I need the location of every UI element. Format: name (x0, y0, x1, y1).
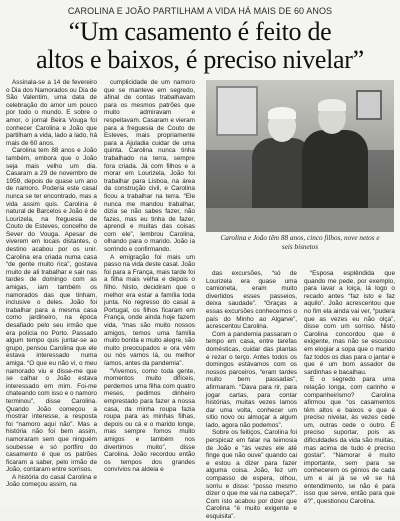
photo-wall-frame (356, 90, 382, 120)
paragraph: Carolina tem 88 anos e João também, embora que o João seja mais velho um dia. Casaram a 29 de novembro de 1959, depois de quase um ano de namoro. Poderia este casal nunca se ter encontrado, mas a vida assim quis. Carolina é natural de Barcelos e João é de Lourizela, na freguesia de Couto de Esteves, concelho de Sever do Vouga. Apesar de viverem em locais distantes, o destino acabou por os unir. Carolina era criada numa casa “de gente muito rica”, gostava muito de ali trabalhar e sair nas tardes de domingo com as amigas, iam também os namorados das que tinham, inclusive o deles. João foi trabalhar para a mesma casa como jardineiro, na época desafiado pelo seu irmão que era polícia no Porto. Passado algum tempo quis juntar-se ao grupo, pensou Carolina que ele estava interessado numa amiga. “O que eu não vi, o meu namorado viu e disse-me que se calhar o João estava interessado em mim. Foi-me chateando com isso e o namoro terminou”, disse Carolina. Quando João começou a mostrar interesse, a resposta foi “namoro aqui não”. Mas a história não foi bem assim, namoraram sem que ninguém soubesse e só portfiro do casamento é que os patrões ficaram a saber, pelo irmão de João, contaram entre sorrisos. (6, 147, 97, 474)
photo-caption (206, 234, 394, 251)
paragraph: E o segredo para uma relação longa, com carinho e companheirismo? Carolina afirmou que “os casamentos têm altos e baixos e que é preciso nivelar, às vezes cede um, outras cede o outro. É preciso suportar, pois as dificuldades da vida são muitas, mas acima de tudo é preciso gostar”. “Namorar é muito importante, sem para se conhecerem os génios de cada um e aí já se vê se há entendimento, se não é para isso que serve, então para que é?”, questionou Carolina. (304, 376, 395, 505)
headline-line-2: altos e baixos, é preciso nivelar” (36, 45, 364, 74)
paragraph: “Esposa esplêndida que quando me pede, por exemplo, para lavar a loiça, lá logo o recado antes “faz isto e faz aquilo”. João acrescentou que no fim ela ainda vai ver, “pudera que as vezes eu não olça”, disse com um sorriso. Nisto Carolina concordou que é exigente, mas não se escusou em elogiar a sopa que o marido faz todos os dias para o jantar e que é um bom assador de sardinhas e bacalhau. (304, 270, 395, 376)
article-kicker: CAROLINA E JOÃO PARTILHAM A VIDA HÁ MAIS DE 60 ANOS (67, 6, 333, 16)
paragraph: Com a pandemia passaram o tempo em casa, entre tarefas domésticas, cuidar das plantas e rezar o terço. Antes todos os domingos estávamos com os nossos parceiros, “eram tardes muito bem passadas”, afirmaram. “Dava para rir, para jogar cartas, para contar histórias, muitas vezes lamos dar uma volta, conhecer um sítio novo ou almoçar a algum lado, agora não podemos”. (206, 330, 297, 429)
paragraph: cumplicidade de um namoro que se manteve em segredo, afinal de contas trabalhavam para os mesmos patrões que muito admiravam e respeitavam. Casaram e vieram para a freguesia de Couto de Esteves, mais propriamente para a Ajuladia cuidar de uma quinta. Carolina nunca tinha trabalhado na terra, sempre fora criada. Já com filhos e a morar em Lourizela, João foi trabalhar para Lisboa, na área da construção civil, e Carolina ficou a trabalhar na terra. “Ele nunca me mandou trabalhar, dizia se não sabes fazer, não fazes, mas eu tinha de fazer, aprendi e muitas das coisas com ele”, lembrou Carolina, olhando para o marido. João ia sorrindo e confirmando. (104, 79, 195, 254)
photo-table (206, 208, 394, 232)
paragraph: A emigração foi mais um passo na vida deste casal. João foi para a França, mais tarde foi a filha mais velha e depois o filho. Nisto, decidiram que o melhor era estar a família toda junta. No regresso do casal a Portugal, os filhos ficaram em França, onde ainda hoje fazem vida, “mas são muito nossos amigos, temos uma família muito bonita e muito alegre, são muito preocupados e ora vêm ou nós vamos lá, ou melhor íamos, antes da pandemia”. (104, 253, 195, 367)
article-column-4 (304, 270, 395, 505)
man-figure (302, 130, 368, 218)
man-hair (318, 99, 346, 111)
paragraph: Assinala-se a 14 de fevereiro o Dia dos Namorados ou Dia de São Valentim, uma data de celebração do amor um pouco por todo o mundo. E sobre o amor, o jornal Beira Vouga foi conhecer Carolina e João que partilham a vida, lado a lado, há mais de 60 anos. (6, 79, 97, 147)
photo-window (216, 86, 258, 136)
article-column-2 (104, 79, 195, 505)
paragraph: das excursões, “só de Lourizela era quase uma camioneta, eram muito divertidos esses passeios, deixa saudade”. “Graças a essas excursões conhecemos o país do Minho ao Algarve”, acrescentou Carolina. (206, 270, 297, 331)
article-column-1 (6, 79, 97, 505)
caption-line-1: Carolina e João têm 88 anos, cinco filhos, nove netos e (220, 234, 380, 242)
article-column-3 (206, 270, 297, 520)
paragraph: Sobre os feitiços, Carolina foi perspicaz em falar na teimosia de João e “às vezes ele até finge que não ouve” quando cai e estou a dizer para fazer alguma coisa. João, fez um compasso de espera, olhou, sorriu e disse: “posso mesmo dizer o que me vai na cabeça?”. Com isto acabou por dizer que Carolina “é muito exigente e esquisita”. (206, 429, 297, 520)
woman-hair (268, 107, 296, 119)
headline-line-1: “Um casamento é feito de (68, 17, 332, 46)
caption-line-2: seis bisnetos (281, 242, 319, 251)
couple-photo (206, 80, 394, 232)
paragraph: A história do casal Carolina e João começou assim, na (6, 473, 97, 489)
paragraph: “Vivemos, como toda gente, momentos muito difíceis, perdemos uma filha com quatro meses, pedimos dinheiro emprestado para fazer a nossa casa, da minha roupa fazia roupa para as minhas filhas, depois ou cá e o marido longe, mas sempre fomos muito amigos e também nos divertimos muito”, disse Carolina. João recordou então os tempos dos grandes convívios na aldeia e (104, 367, 195, 474)
article-headline (6, 18, 394, 74)
